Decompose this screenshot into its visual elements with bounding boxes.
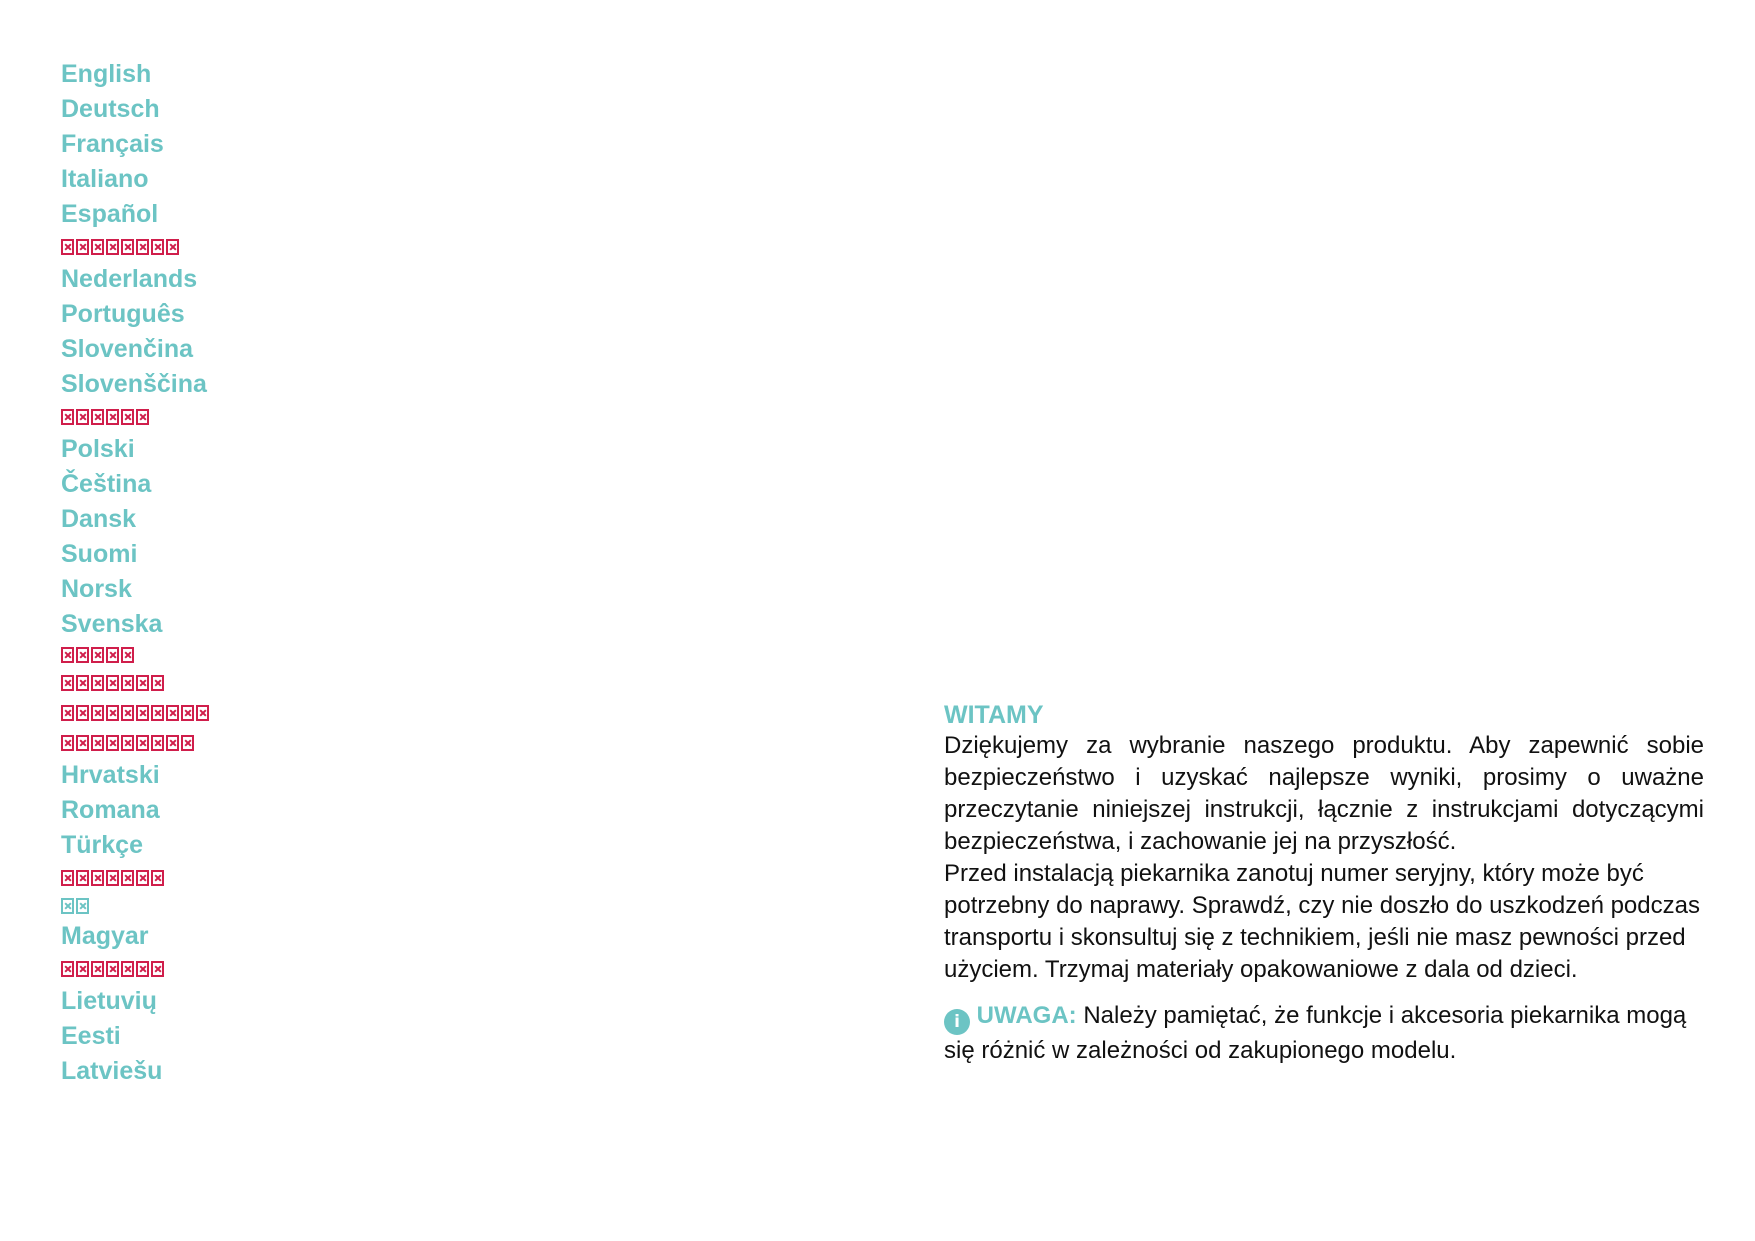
language-link-unrendered[interactable] xyxy=(61,668,209,698)
note-label: UWAGA: xyxy=(976,1002,1077,1029)
missing-glyph-icon xyxy=(61,870,74,886)
missing-glyph-icon xyxy=(121,961,134,977)
missing-glyph-icon xyxy=(91,239,104,255)
missing-glyph-icon xyxy=(136,409,149,425)
missing-glyph-icon xyxy=(106,705,119,721)
language-link[interactable]: Dansk xyxy=(61,505,137,533)
language-link[interactable]: Suomi xyxy=(61,540,138,568)
missing-glyph-icon xyxy=(166,239,179,255)
missing-glyph-icon xyxy=(76,961,89,977)
missing-glyph-icon xyxy=(76,409,89,425)
missing-glyph-icon xyxy=(151,870,164,886)
missing-glyph-icon xyxy=(106,239,119,255)
welcome-title: WITAMY xyxy=(944,701,1044,729)
missing-glyph-icon xyxy=(76,898,89,914)
missing-glyph-icon xyxy=(136,870,149,886)
missing-glyph-icon xyxy=(136,735,149,751)
missing-glyph-icon xyxy=(61,705,74,721)
missing-glyph-icon xyxy=(91,735,104,751)
language-link[interactable]: Čeština xyxy=(61,470,152,498)
language-link-unrendered[interactable] xyxy=(61,402,209,432)
missing-glyph-icon xyxy=(121,870,134,886)
missing-glyph-icon xyxy=(166,705,179,721)
language-link[interactable]: Norsk xyxy=(61,575,132,603)
language-link[interactable]: Slovenčina xyxy=(61,335,193,363)
missing-glyph-icon xyxy=(121,647,134,663)
missing-glyph-icon xyxy=(106,870,119,886)
language-link[interactable]: Hrvatski xyxy=(61,761,160,789)
language-link[interactable]: Español xyxy=(61,200,159,228)
missing-glyph-icon xyxy=(91,870,104,886)
missing-glyph-icon xyxy=(106,647,119,663)
missing-glyph-icon xyxy=(121,705,134,721)
missing-glyph-icon xyxy=(136,675,149,691)
language-link[interactable]: Português xyxy=(61,300,185,328)
language-link[interactable]: Romana xyxy=(61,796,160,824)
language-link[interactable]: Svenska xyxy=(61,610,163,638)
language-link[interactable]: Eesti xyxy=(61,1022,121,1050)
language-link[interactable]: Lietuvių xyxy=(61,987,157,1015)
missing-glyph-icon xyxy=(166,735,179,751)
language-link[interactable]: Latviešu xyxy=(61,1057,163,1085)
missing-glyph-icon xyxy=(106,675,119,691)
language-link[interactable]: Slovenščina xyxy=(61,370,207,398)
language-link[interactable]: Magyar xyxy=(61,922,149,950)
missing-glyph-icon xyxy=(76,870,89,886)
missing-glyph-icon xyxy=(91,961,104,977)
missing-glyph-icon xyxy=(91,675,104,691)
missing-glyph-icon xyxy=(61,735,74,751)
missing-glyph-icon xyxy=(136,239,149,255)
missing-glyph-icon xyxy=(121,735,134,751)
language-link-unrendered[interactable] xyxy=(61,728,209,758)
language-link[interactable]: Türkçe xyxy=(61,831,143,859)
missing-glyph-icon xyxy=(151,735,164,751)
language-link[interactable]: Nederlands xyxy=(61,265,198,293)
missing-glyph-icon xyxy=(106,961,119,977)
missing-glyph-icon xyxy=(91,409,104,425)
language-link-unrendered[interactable] xyxy=(61,954,209,984)
installation-paragraph: Przed instalacją piekarnika zanotuj numer seryjny, który może być potrzebny do naprawy. Sprawdź, czy nie doszło do uszkodzeń podczas transportu i skonsultuj się z technikiem, jeśli nie masz pewności przed użyciem. Trzymaj materiały opakowaniowe z dala od dzieci. xyxy=(944,860,1700,983)
missing-glyph-icon xyxy=(121,675,134,691)
missing-glyph-icon xyxy=(61,409,74,425)
missing-glyph-icon xyxy=(181,735,194,751)
note-text: Należy pamiętać, że funkcje i akcesoria piekarnika mogą się różnić w zależności od zakupionego modelu. xyxy=(944,1002,1687,1064)
language-link-unrendered[interactable] xyxy=(61,698,209,728)
language-link-unrendered[interactable] xyxy=(61,863,209,893)
language-link[interactable]: English xyxy=(61,60,152,88)
missing-glyph-icon xyxy=(61,898,74,914)
missing-glyph-icon xyxy=(196,705,209,721)
missing-glyph-icon xyxy=(91,647,104,663)
language-link-unrendered[interactable] xyxy=(61,232,209,262)
missing-glyph-icon xyxy=(136,961,149,977)
missing-glyph-icon xyxy=(121,239,134,255)
missing-glyph-icon xyxy=(76,705,89,721)
language-link[interactable]: Deutsch xyxy=(61,95,160,123)
language-link[interactable]: Italiano xyxy=(61,165,149,193)
missing-glyph-icon xyxy=(121,409,134,425)
missing-glyph-icon xyxy=(151,705,164,721)
note-block xyxy=(944,1000,1704,1067)
missing-glyph-icon xyxy=(76,735,89,751)
missing-glyph-icon xyxy=(61,675,74,691)
language-link-unrendered[interactable] xyxy=(61,893,209,919)
info-icon: i xyxy=(944,1009,970,1035)
missing-glyph-icon xyxy=(151,961,164,977)
missing-glyph-icon xyxy=(76,647,89,663)
missing-glyph-icon xyxy=(76,239,89,255)
language-link[interactable]: Polski xyxy=(61,435,135,463)
language-link[interactable]: Français xyxy=(61,130,164,158)
missing-glyph-icon xyxy=(61,961,74,977)
missing-glyph-icon xyxy=(151,239,164,255)
missing-glyph-icon xyxy=(61,647,74,663)
welcome-paragraph: Dziękujemy za wybranie naszego produktu. Aby zapewnić sobie bezpieczeństwo i uzyskać najlepsze wyniki, prosimy o uważne przeczytanie niniejszej instrukcji, łącznie z instrukcjami dotyczącymi bezpieczeństwa, i zachowanie jej na przyszłość. xyxy=(944,732,1704,855)
language-link-unrendered[interactable] xyxy=(61,642,209,668)
missing-glyph-icon xyxy=(61,239,74,255)
language-list xyxy=(61,57,209,1089)
welcome-section xyxy=(944,700,1704,1067)
missing-glyph-icon xyxy=(106,409,119,425)
missing-glyph-icon xyxy=(76,675,89,691)
missing-glyph-icon xyxy=(91,705,104,721)
missing-glyph-icon xyxy=(136,705,149,721)
missing-glyph-icon xyxy=(181,705,194,721)
missing-glyph-icon xyxy=(106,735,119,751)
missing-glyph-icon xyxy=(151,675,164,691)
